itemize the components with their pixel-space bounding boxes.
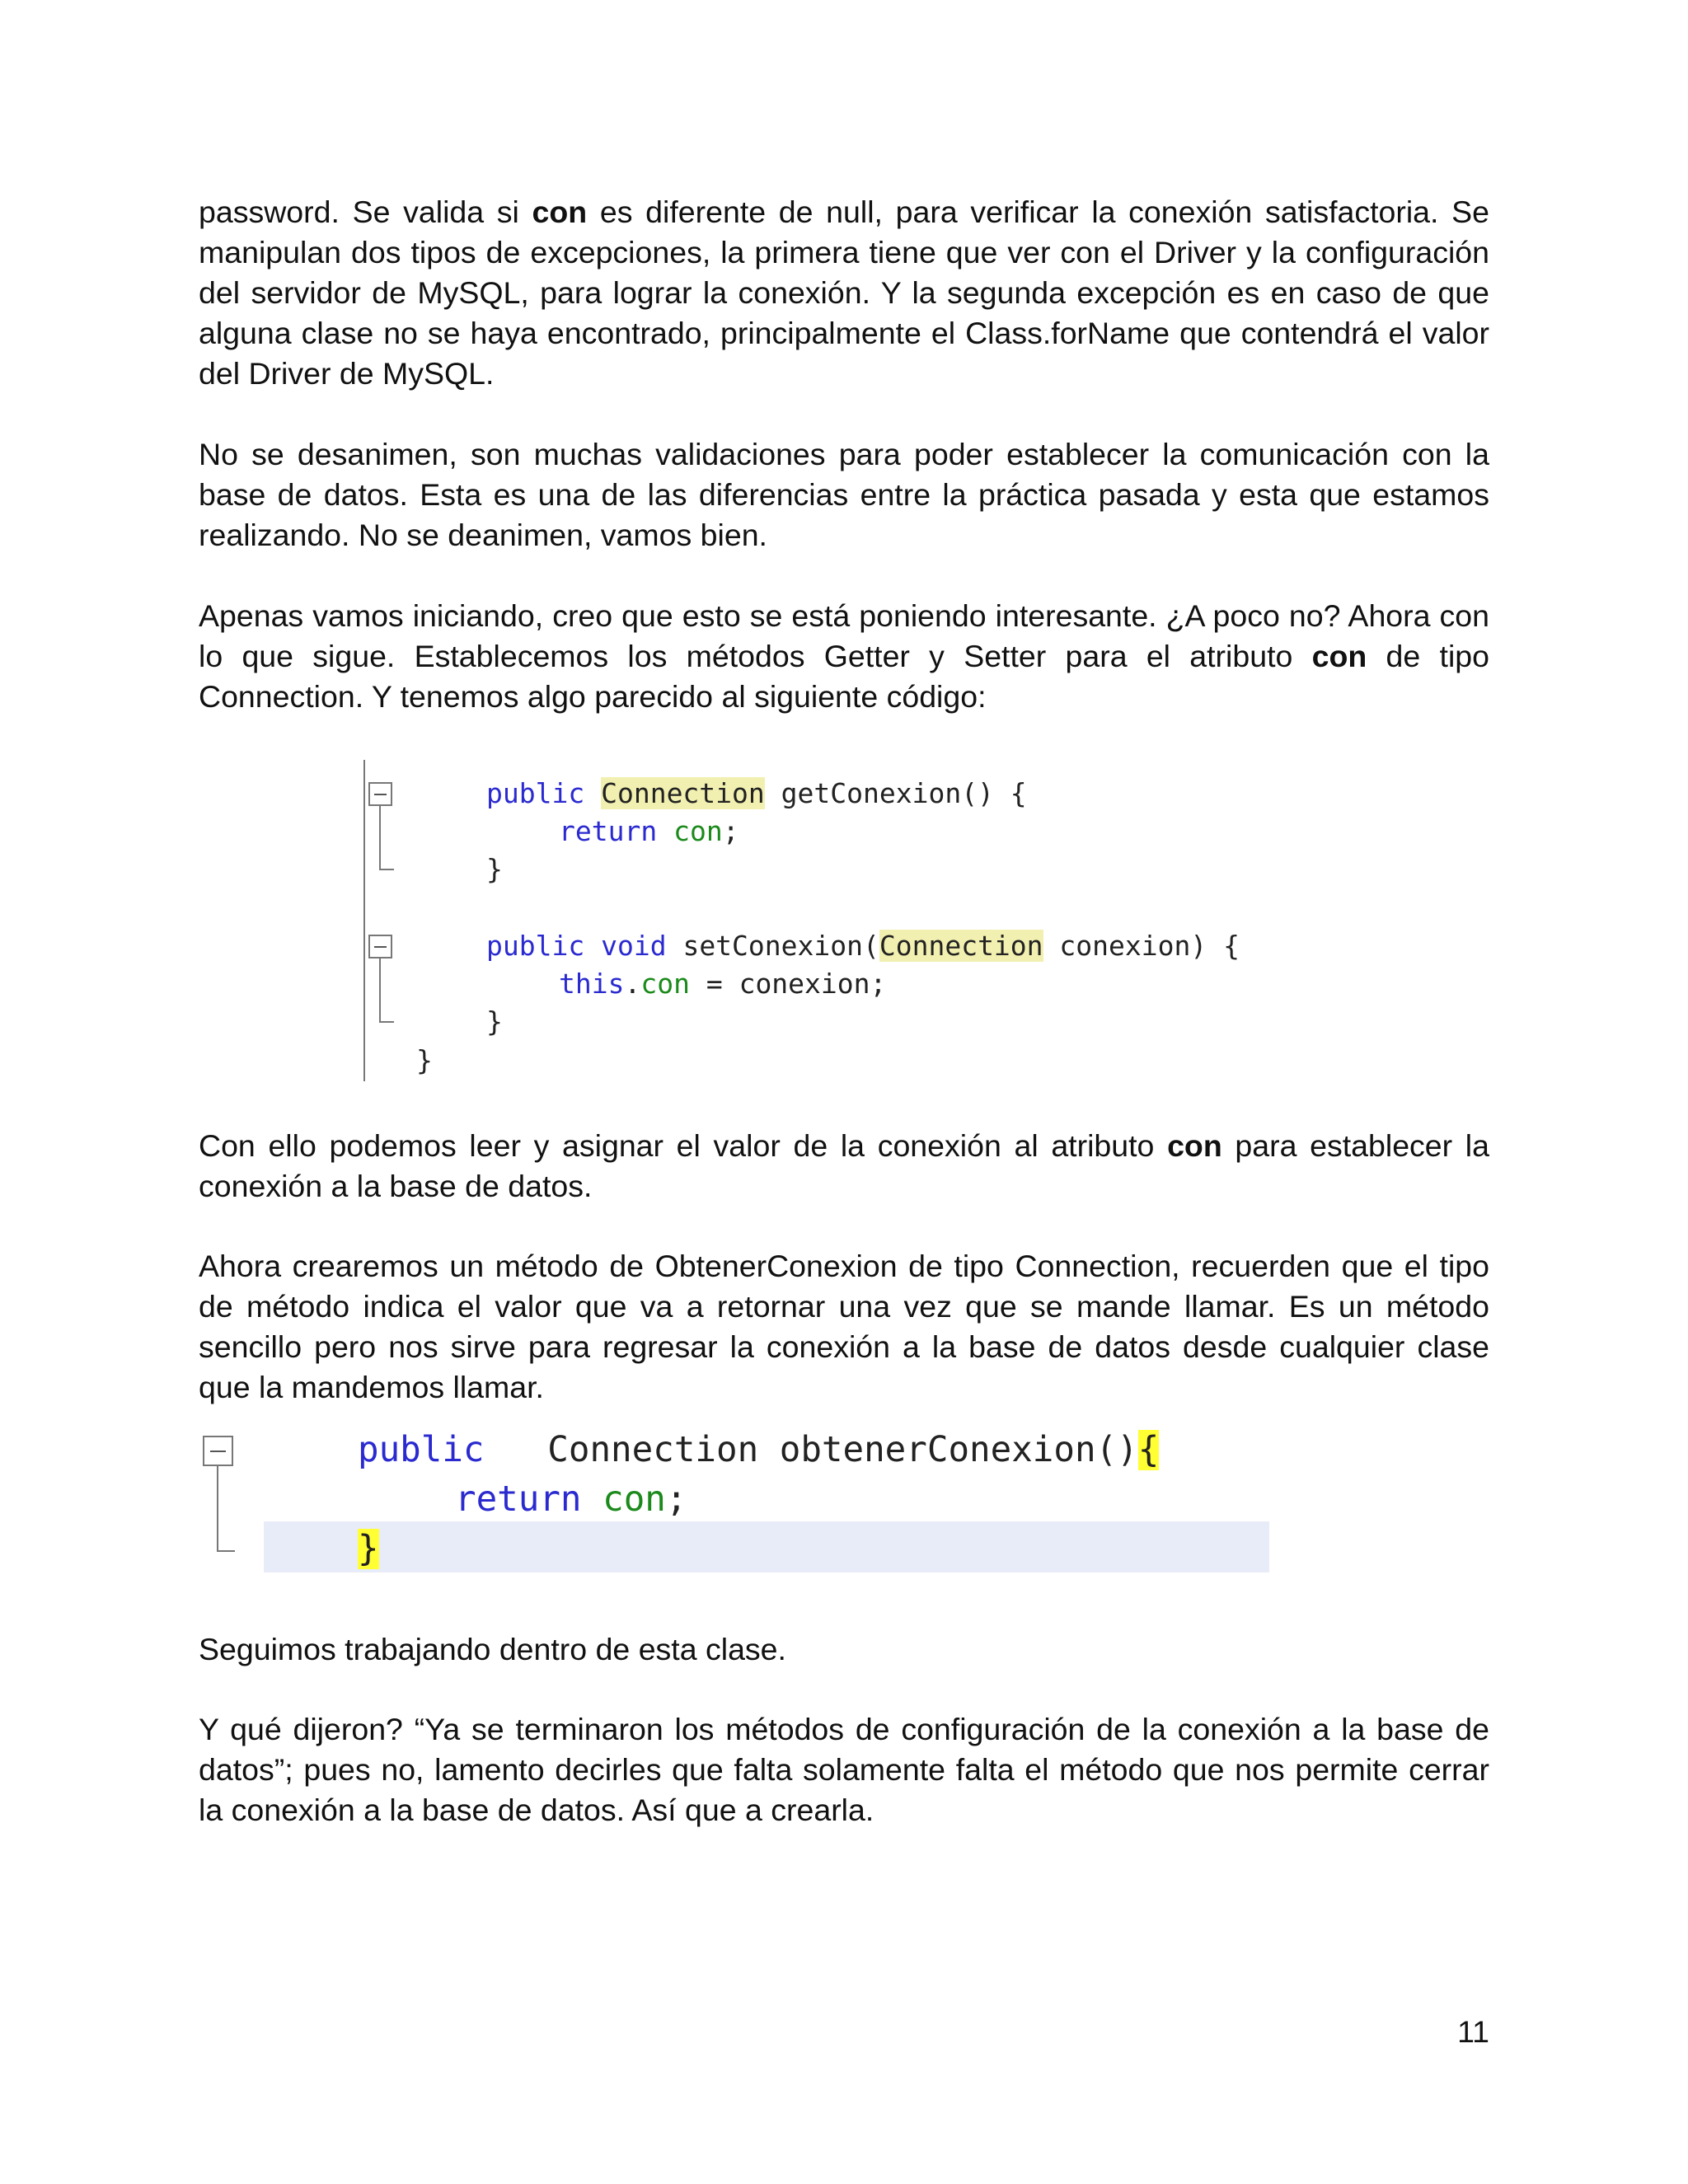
field-con: con: [673, 815, 723, 847]
fold-range-end: [379, 1021, 394, 1023]
keyword-return: return: [559, 815, 658, 847]
fold-range-line: [379, 958, 381, 1023]
field-con: con: [640, 968, 690, 1000]
fold-range-end: [217, 1550, 235, 1552]
fold-range-end: [379, 869, 394, 870]
fold-collapse-icon[interactable]: [368, 935, 392, 958]
method-name: setConexion(: [666, 930, 879, 962]
fold-range-line: [379, 806, 381, 870]
page-number: 11: [1457, 2014, 1489, 2049]
code-line-close-brace: [358, 1525, 379, 1574]
paragraph-continue-class: Seguimos trabajando dentro de esta clase.: [199, 1632, 786, 1666]
paragraph-close-connection-intro: Y qué dijeron? “Ya se terminaron los métodos de configuración de la conexión a la base de datos”; pues no, lamento decirles que falta solamente falta el método que nos permite cerrar la conexión a la base de datos. Así que a crearla.: [199, 1712, 1489, 1827]
code-line-class-close-brace: [416, 1042, 433, 1080]
paragraph-getter-setter-explanation: [199, 1126, 1489, 1207]
code-brace: }: [416, 1044, 433, 1076]
code-line-close-brace: [486, 1003, 503, 1041]
code-line-obtener-signature: [358, 1426, 1159, 1475]
code-brace: }: [486, 853, 503, 885]
keyword-public: public: [486, 930, 585, 962]
bold-con: con: [1311, 639, 1367, 673]
paragraph-text: para establecer la conexión a la base de datos.: [199, 1128, 1489, 1203]
paragraph-text: password. Se valida si: [199, 194, 532, 229]
keyword-public: public: [358, 1430, 485, 1470]
fold-range-line: [217, 1466, 218, 1552]
keyword-void: void: [601, 930, 667, 962]
paragraph-text: Con ello podemos leer y asignar el valor de la conexión al atributo: [199, 1128, 1168, 1163]
paragraph-text: es diferente de null, para verificar la conexión satisfactoria. Se manipulan dos tipos de excepciones, la primera tiene que ver con el Driver y la configuración del servidor de MySQL, para lograr la conexión. Y la segunda excepción es en caso de que alguna clase no se haya encontrado, principalmente el Class.forName que contendrá el valor del Driver de MySQL.: [199, 194, 1490, 391]
code-punctuation: .: [624, 968, 641, 1000]
bold-con: con: [1167, 1128, 1222, 1163]
fold-collapse-icon[interactable]: [203, 1436, 233, 1466]
code-line-close-brace: [486, 851, 503, 888]
paragraph-text: Apenas vamos iniciando, creo que esto se está poniendo interesante. ¿A poco no? Ahora con lo que sigue. Establecemos los métodos Getter y Setter para el atributo: [199, 598, 1489, 673]
current-line-highlight: [264, 1521, 1269, 1572]
code-line-assign-con: [559, 965, 886, 1003]
code-line-return-con: [455, 1475, 687, 1525]
method-params: conexion) {: [1043, 930, 1240, 962]
type-connection-highlighted: Connection: [601, 777, 765, 809]
code-brace: }: [486, 1005, 503, 1038]
paragraph-text: de tipo Connection. Y tenemos algo parecido al siguiente código:: [199, 639, 1489, 714]
paragraph-encouragement: No se desanimen, son muchas validaciones para poder establecer la comunicación con la base de datos. Esta es una de las diferencias entre la práctica pasada y esta que estamos realizando. No se deanimen, vamos bien.: [199, 437, 1489, 552]
keyword-this: this: [559, 968, 625, 1000]
fold-collapse-icon[interactable]: [368, 782, 392, 806]
method-name: getConexion() {: [764, 777, 1027, 809]
code-line-return-con: [559, 813, 739, 851]
code-punctuation: ;: [665, 1479, 687, 1520]
code-assignment: = conexion;: [689, 968, 887, 1000]
method-signature: Connection obtenerConexion(): [484, 1430, 1138, 1470]
field-con: con: [603, 1479, 666, 1520]
matched-brace-highlighted: }: [358, 1529, 379, 1569]
editor-gutter-line: [363, 760, 365, 1081]
paragraph-password-validation: [199, 192, 1489, 394]
keyword-return: return: [455, 1479, 582, 1520]
code-line-get-signature: [486, 775, 1027, 813]
code-line-set-signature: [486, 927, 1240, 965]
matched-brace-highlighted: {: [1137, 1430, 1160, 1470]
keyword-public: public: [486, 777, 585, 809]
type-connection-highlighted: Connection: [879, 930, 1043, 962]
paragraph-getter-setter-intro: [199, 596, 1489, 717]
paragraph-obtener-conexion-intro: Ahora crearemos un método de ObtenerConexion de tipo Connection, recuerden que el tipo de método indica el valor que va a retornar una vez que se mande llamar. Es un método sencillo pero nos sirve para regresar la conexión a la base de datos desde cualquier clase que la mandemos llamar.: [199, 1249, 1489, 1404]
code-punctuation: ;: [722, 815, 739, 847]
bold-con: con: [532, 194, 588, 229]
